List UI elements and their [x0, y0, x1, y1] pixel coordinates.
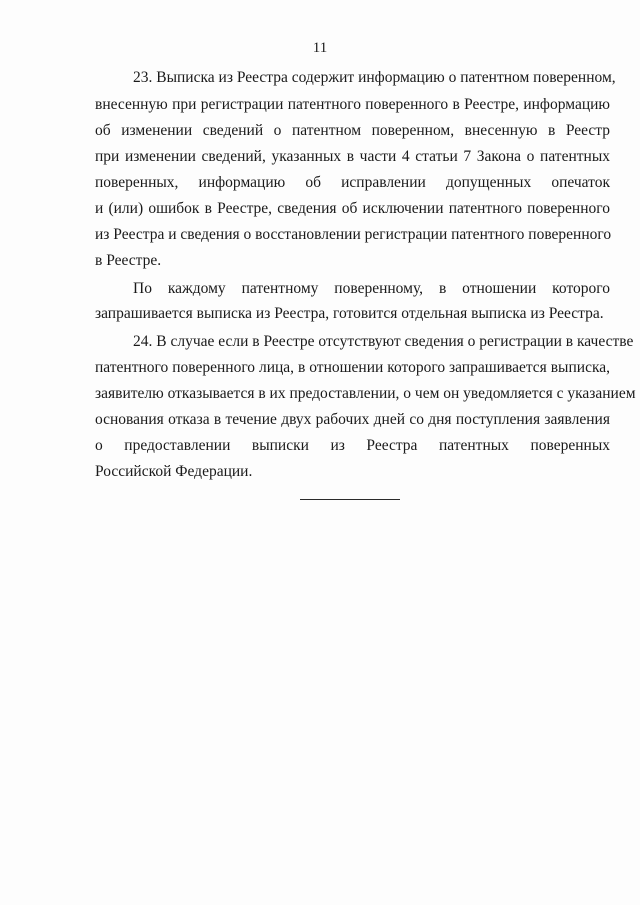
- paragraph-23-line-5: поверенных, информацию об исправлении допущенных опечаток: [95, 174, 610, 191]
- paragraph-24-line-6: Российской Федерации.: [95, 463, 253, 480]
- paragraph-24-line-4: основания отказа в течение двух рабочих дней со дня поступления заявления: [95, 411, 610, 428]
- paragraph-23-line-7: из Реестра и сведения о восстановлении регистрации патентного поверенного: [95, 226, 612, 243]
- paragraph-23-line-8: в Реестре.: [95, 252, 162, 269]
- paragraph-23-line-6: и (или) ошибок в Реестре, сведения об исключении патентного поверенного: [95, 200, 610, 217]
- paragraph-23-line-3: об изменении сведений о патентном поверенном, внесенную в Реестр: [95, 122, 610, 139]
- paragraph-24-line-2: патентного поверенного лица, в отношении которого запрашивается выписка,: [95, 359, 610, 376]
- paragraph-24-line-5: о предоставлении выписки из Реестра патентных поверенных: [95, 437, 610, 454]
- paragraph-2-line-2: запрашивается выписка из Реестра, готовится отдельная выписка из Реестра.: [95, 305, 604, 322]
- end-separator-line: [300, 499, 400, 500]
- paragraph-24-line-3: заявителю отказывается в их предоставлении, о чем он уведомляется с указанием: [95, 385, 636, 402]
- paragraph-23-line-4: при изменении сведений, указанных в части 4 статьи 7 Закона о патентных: [95, 148, 610, 165]
- paragraph-23-line-1: 23. Выписка из Реестра содержит информацию о патентном поверенном,: [133, 69, 616, 86]
- paragraph-2-line-1: По каждому патентному поверенному, в отношении которого: [133, 280, 610, 297]
- paragraph-24-line-1: 24. В случае если в Реестре отсутствуют сведения о регистрации в качестве: [133, 333, 634, 350]
- page-number: 11: [312, 40, 328, 56]
- paragraph-23-line-2: внесенную при регистрации патентного поверенного в Реестре, информацию: [95, 96, 610, 113]
